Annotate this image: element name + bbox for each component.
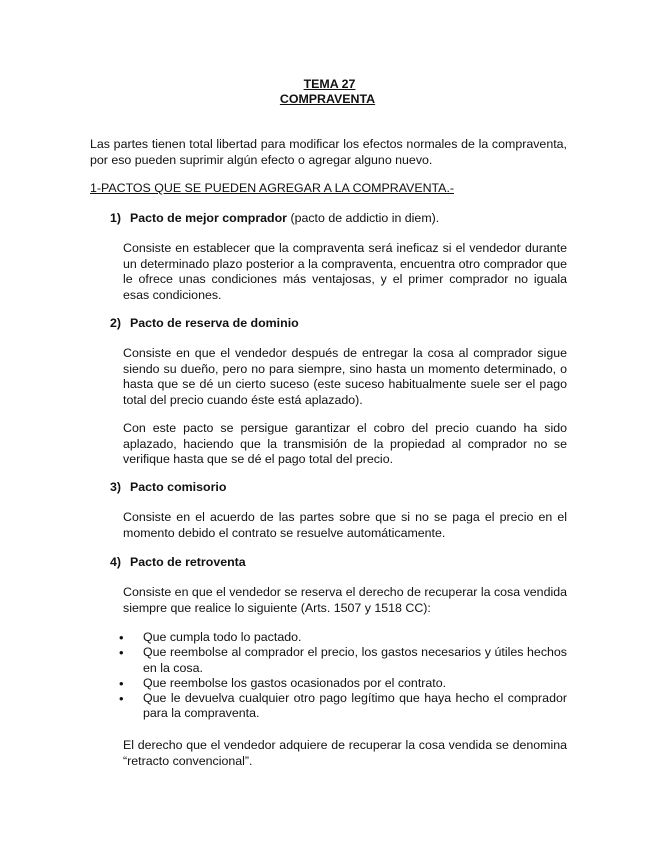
item-title: Pacto de mejor comprador bbox=[130, 211, 287, 225]
title-topic-number: TEMA 27 bbox=[303, 77, 356, 91]
list-item-text: Que cumpla todo lo pactado. bbox=[143, 630, 302, 644]
item-2-paragraph-1: Consiste en que el vendedor después de entregar la cosa al comprador sigue siendo su dueño, pero no para siempre, sino hasta un momento determinado, o hasta que se dé un cierto suceso (este suceso habitualmente suele ser el pago total del precio cuando éste está aplazado). bbox=[123, 346, 567, 407]
item-number: 1) bbox=[110, 211, 122, 225]
item-3-paragraph: Consiste en el acuerdo de las partes sobre que si no se paga el precio en el momento debido el contrato se resuelve automáticamente. bbox=[123, 510, 567, 540]
item-2-paragraph-2: Con este pacto se persigue garantizar el cobro del precio cuando ha sido aplazado, haciendo que la transmisión de la propiedad al comprador no se verifique hasta que se dé el pago total del precio. bbox=[123, 421, 567, 466]
list-item bbox=[115, 676, 567, 691]
item-4-heading bbox=[110, 555, 570, 571]
list-item-text: Que reembolse los gastos ocasionados por el contrato. bbox=[143, 675, 447, 690]
item-title: Pacto de reserva de dominio bbox=[130, 316, 299, 330]
bullet-icon: • bbox=[119, 691, 124, 707]
item-4-paragraph: Consiste en que el vendedor se reserva el derecho de recuperar la cosa vendida siempre que realice lo siguiente (Arts. 1507 y 1518 CC): bbox=[123, 585, 567, 615]
bullet-icon: • bbox=[119, 630, 124, 645]
item-1-paragraph: Consiste en establecer que la compraventa será ineficaz si el vendedor durante un determinado plazo posterior a la compraventa, encuentra otro comprador que le ofrece unas condiciones más ventajosas, y el primer comprador no iguala esas condiciones. bbox=[123, 241, 567, 302]
item-3-heading bbox=[110, 480, 570, 496]
item-title: Pacto de retroventa bbox=[130, 555, 246, 569]
list-item-text: Que le devuelva cualquier otro pago legítimo que haya hecho el comprador para la compraventa. bbox=[143, 691, 567, 721]
title-topic-name: COMPRAVENTA bbox=[279, 92, 376, 106]
item-number: 4) bbox=[110, 555, 122, 569]
retroventa-conditions-list bbox=[115, 630, 567, 722]
bullet-icon: • bbox=[119, 645, 124, 661]
document-title bbox=[0, 77, 655, 107]
list-item bbox=[115, 645, 567, 676]
bullet-icon: • bbox=[119, 675, 124, 691]
item-2-heading bbox=[110, 316, 570, 332]
intro-paragraph: Las partes tienen total libertad para modificar los efectos normales de la compraventa, por eso pueden suprimir algún efecto o agregar alguno nuevo. bbox=[90, 137, 567, 167]
list-item-text: Que reembolse al comprador el precio, los gastos necesarios y útiles hechos en la cosa. bbox=[143, 645, 567, 675]
list-item bbox=[115, 630, 567, 645]
section-heading: 1-PACTOS QUE SE PUEDEN AGREGAR A LA COMPRAVENTA.- bbox=[90, 181, 455, 195]
item-subtitle: (pacto de addictio in diem). bbox=[287, 211, 440, 225]
list-item bbox=[115, 691, 567, 722]
item-4-closing-paragraph: El derecho que el vendedor adquiere de recuperar la cosa vendida se denomina “retracto convencional”. bbox=[123, 738, 567, 768]
item-number: 2) bbox=[110, 316, 122, 330]
item-1-heading bbox=[110, 211, 570, 227]
item-number: 3) bbox=[110, 480, 122, 494]
item-title: Pacto comisorio bbox=[130, 480, 227, 494]
